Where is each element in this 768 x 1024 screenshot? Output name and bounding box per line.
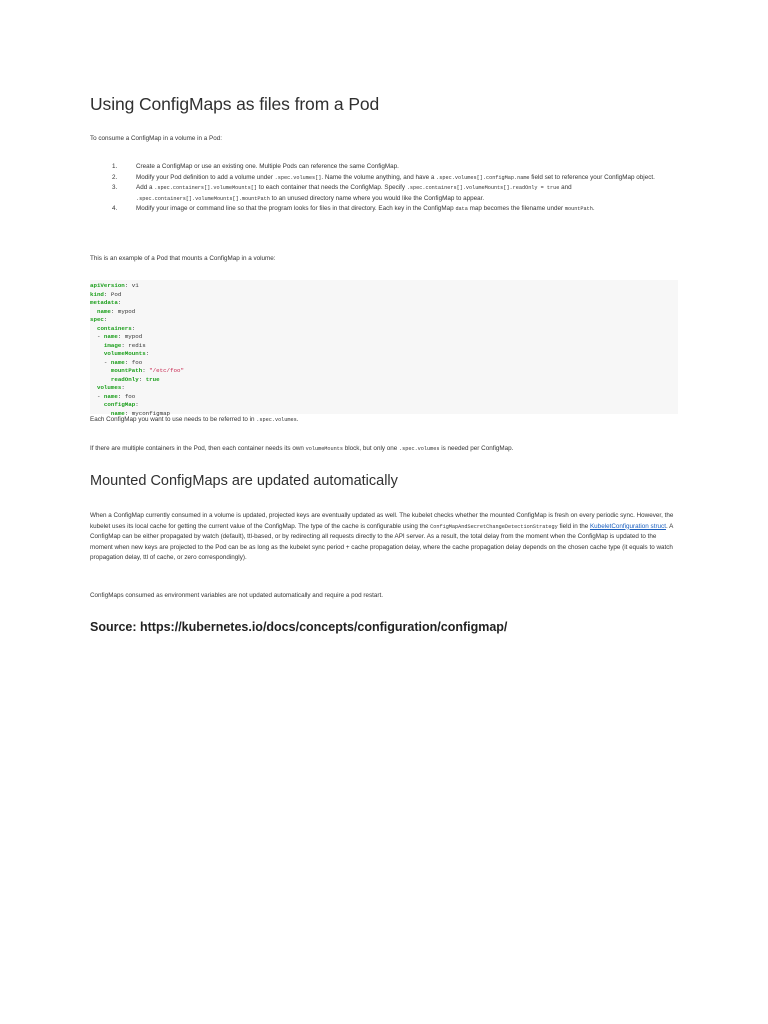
- list-item: 1. Create a ConfigMap or use an existing one. Multiple Pods can reference the same ConfigMap.: [112, 163, 399, 170]
- multi-container-text: If there are multiple containers in the Pod, then each container needs its own volumeMounts block, but only one .spec.volumes is needed per ConfigMap.: [90, 445, 514, 452]
- code-block: apiVersion: v1 kind: Pod metadata: name: mypod spec: containers: - name: mypod image: redis volumeMounts: - name: foo mountPath: "/etc/foo" readOnly: true volumes: - name: foo configMap: name: myconfigmap: [90, 280, 678, 414]
- source-line: Source: https://kubernetes.io/docs/concepts/configuration/configmap/: [90, 620, 508, 634]
- intro-text: To consume a ConfigMap in a volume in a Pod:: [90, 135, 222, 142]
- list-item: 3. Add a .spec.containers[].volumeMounts[] to each container that needs the ConfigMap. Specify .spec.containers[].volumeMounts[].readOnly = true and .spec.containers[].volumeMounts[].mountPath to an unused directory name where you would like the ConfigMap to appear.: [112, 184, 572, 202]
- after-code-text: Each ConfigMap you want to use needs to be referred to in .spec.volumes.: [90, 416, 299, 423]
- steps-list: [90, 162, 678, 215]
- update-paragraph: When a ConfigMap currently consumed in a volume is updated, projected keys are eventually updated as well. The kubelet checks whether the mounted ConfigMap is fresh on every periodic sync. However, the kubelet uses its local cache for getting the current value of the ConfigMap. The type of the cache is configurable using the ConfigMapAndSecretChangeDetectionStrategy field in the KubeletConfiguration struct. A ConfigMap can be either propagated by watch (default), ttl-based, or by redirecting all requests directly to the API server. As a result, the total delay from the moment when the ConfigMap is updated to the moment when new keys are projected to the Pod can be as long as the kubelet sync period + cache propagation delay, where the cache propagation delay depends on the chosen cache type (it equals to watch propagation delay, ttl of cache, or zero correspondingly).: [90, 512, 674, 561]
- section-title: Mounted ConfigMaps are updated automatically: [90, 473, 398, 489]
- page-title: Using ConfigMaps as files from a Pod: [90, 94, 380, 114]
- list-item: 4. Modify your image or command line so that the program looks for files in that directory. Each key in the ConfigMap data map becomes the filename under mountPath.: [112, 205, 595, 212]
- kubelet-config-link[interactable]: KubeletConfiguration struct: [589, 522, 666, 530]
- example-intro-text: This is an example of a Pod that mounts a ConfigMap in a volume:: [90, 255, 276, 262]
- env-note-text: ConfigMaps consumed as environment variables are not updated automatically and require a pod restart.: [90, 592, 383, 599]
- list-item: 2. Modify your Pod definition to add a volume under .spec.volumes[]. Name the volume anything, and have a .spec.volumes[].configMap.name field set to reference your ConfigMap object.: [112, 173, 655, 181]
